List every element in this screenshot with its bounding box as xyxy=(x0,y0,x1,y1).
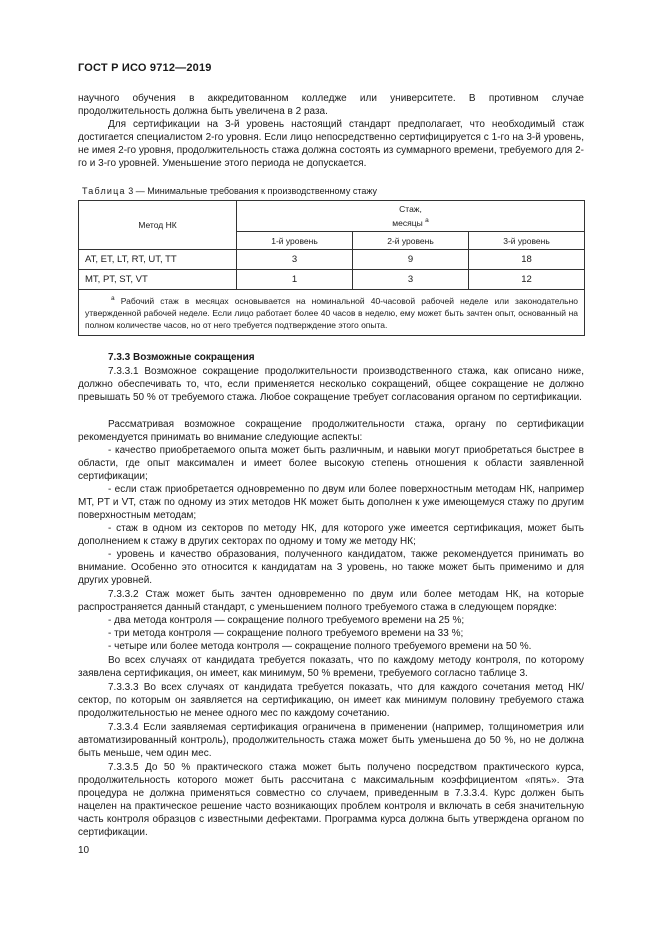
paragraph-intro: научного обучения в аккредитованном колледже или университете. В противном случае продолжительность должна быть увеличена в 2 раза. xyxy=(78,93,584,118)
header-footnote-mark: а xyxy=(425,216,429,224)
paragraph-7335: 7.3.3.5 До 50 % практического стажа может быть получено посредством практического курса, продолжительность которого может быть рассчитана с максимальным коэффициентом «пять». Эта процедура не должна применяться совместно со случаем, приведенным в 7.3.3.4. Курс должен быть нацелен на практическое решение часто возникающих проблем контроля и включать в себя значительную часть контроля образцов с известными дефектами. Программа курса должна быть утверждена органом по сертификации. xyxy=(78,762,584,839)
header-level-3: 3-й уровень xyxy=(469,232,585,250)
table-footnote xyxy=(79,290,585,336)
table-row xyxy=(79,270,585,290)
dash-four-methods: - четыре или более метода контроля — сокращение полного требуемого времени на 50 %. xyxy=(108,641,532,652)
row-value: 1 xyxy=(237,270,353,290)
paragraph-7331: 7.3.3.1 Возможное сокращение продолжительности производственного стажа, как описано ниже, должно обеспечивать то, что, если применяется несколько сокращений, общее сокращение не должно превышать 50 % от требуемого стажа. Любое сокращение требует согласования органом по сертификации. xyxy=(78,366,584,404)
paragraph-level3: Для сертификации на 3-й уровень настоящий стандарт предполагает, что необходимый стаж достигается специалистом 2-го уровня. Если лицо непосредственно сертифицируется с 1-го на 3-й уровень, не имея 2-го уровня, продолжительность стажа должна состоять из суммарного времени, требуемого для 2-го и 3-го уровней. Уменьшение этого периода не допускается. xyxy=(78,119,584,170)
bullet-education: - уровень и качество образования, полученного кандидатом, также рекомендуется принимать во внимание. Особенно это относится к кандидатам на 3 уровень, но также может быть применимо и для других уровней. xyxy=(78,549,584,587)
table-caption-prefix: Таблица xyxy=(82,186,126,196)
header-method xyxy=(79,201,237,250)
document-header: ГОСТ Р ИСО 9712—2019 xyxy=(78,62,212,74)
row-method: MT, PT, ST, VT xyxy=(79,270,237,290)
row-value: 12 xyxy=(469,270,585,290)
paragraph-consider: Рассматривая возможное сокращение продолжительности стажа, органу по сертификации рекомендуется принимать во внимание следующие аспекты: xyxy=(78,419,584,444)
row-value: 9 xyxy=(353,250,469,270)
experience-table xyxy=(78,200,585,336)
footnote-mark: а xyxy=(111,295,115,302)
table-caption xyxy=(82,186,377,196)
table-row xyxy=(79,250,585,270)
bullet-sectors: - стаж в одном из секторов по методу НК, для которого уже имеется сертификация, может быть дополнением к стажу в других секторах по одному и тому же методу НК; xyxy=(78,523,584,548)
dash-three-methods: - три метода контроля — сокращение полного требуемого времени на 33 %; xyxy=(108,628,464,639)
header-level-2: 2-й уровень xyxy=(353,232,469,250)
header-experience-unit: месяцы xyxy=(392,217,423,228)
header-experience-label: Стаж, xyxy=(399,203,422,214)
page-number: 10 xyxy=(78,845,90,856)
bullet-surface-methods: - если стаж приобретается одновременно по двум или более поверхностным методам НК, например МТ, PT и VT, стаж по одному из этих методов НК может быть дополнен к уже имеющемуся стажу по другим поверхностным методам; xyxy=(78,484,584,522)
paragraph-7332: 7.3.3.2 Стаж может быть зачтен одновременно по двум или более методам НК, на которые распространяется данный стандарт, с уменьшением полного требуемого стажа в следующем порядке: xyxy=(78,589,584,614)
row-value: 3 xyxy=(237,250,353,270)
dash-two-methods: - два метода контроля — сокращение полного требуемого времени на 25 %; xyxy=(108,615,465,626)
table-caption-text: 3 — Минимальные требования к производственному стажу xyxy=(125,186,377,196)
row-value: 18 xyxy=(469,250,585,270)
row-method: AT, ET, LT, RT, UT, TT xyxy=(79,250,237,270)
row-value: 3 xyxy=(353,270,469,290)
header-level-1: 1-й уровень xyxy=(237,232,353,250)
paragraph-all-cases: Во всех случаях от кандидата требуется показать, что по каждому методу контроля, по которому заявлена сертификация, он имеет, как минимум, 50 % времени, требуемого согласно таблице 3. xyxy=(78,655,584,680)
header-experience xyxy=(237,201,585,232)
bullet-quality: - качество приобретаемого опыта может быть различным, и навыки могут приобретаться быстрее в области, где опыт максимален и имеет более высокую степень отношения к области заявленной сертификации; xyxy=(78,445,584,483)
paragraph-7334: 7.3.3.4 Если заявляемая сертификация ограничена в применении (например, толщинометрия или автоматизированный контроль), продолжительность стажа может быть уменьшена до 50 %, но не должна быть меньше, чем один мес. xyxy=(78,722,584,760)
section-heading: 7.3.3 Возможные сокращения xyxy=(108,352,255,363)
header-method-label: Метод НК xyxy=(138,220,177,230)
paragraph-7333: 7.3.3.3 Во всех случаях от кандидата требуется показать, что для каждого сочетания метод НК/сектор, по которым он заявляется на сертификацию, он имеет как минимум половину требуемого стажа продолжительностью не менее одного мес по каждому сочетанию. xyxy=(78,682,584,720)
footnote-text: Рабочий стаж в месяцах основывается на номинальной 40-часовой рабочей неделе или законодательно утвержденной рабочей неделе. Если лицо работает более 40 часов в неделю, ему может быть зачтен опыт, основанный на полном количестве часов, но от него требуется подтверждение этого опыта. xyxy=(85,295,578,330)
